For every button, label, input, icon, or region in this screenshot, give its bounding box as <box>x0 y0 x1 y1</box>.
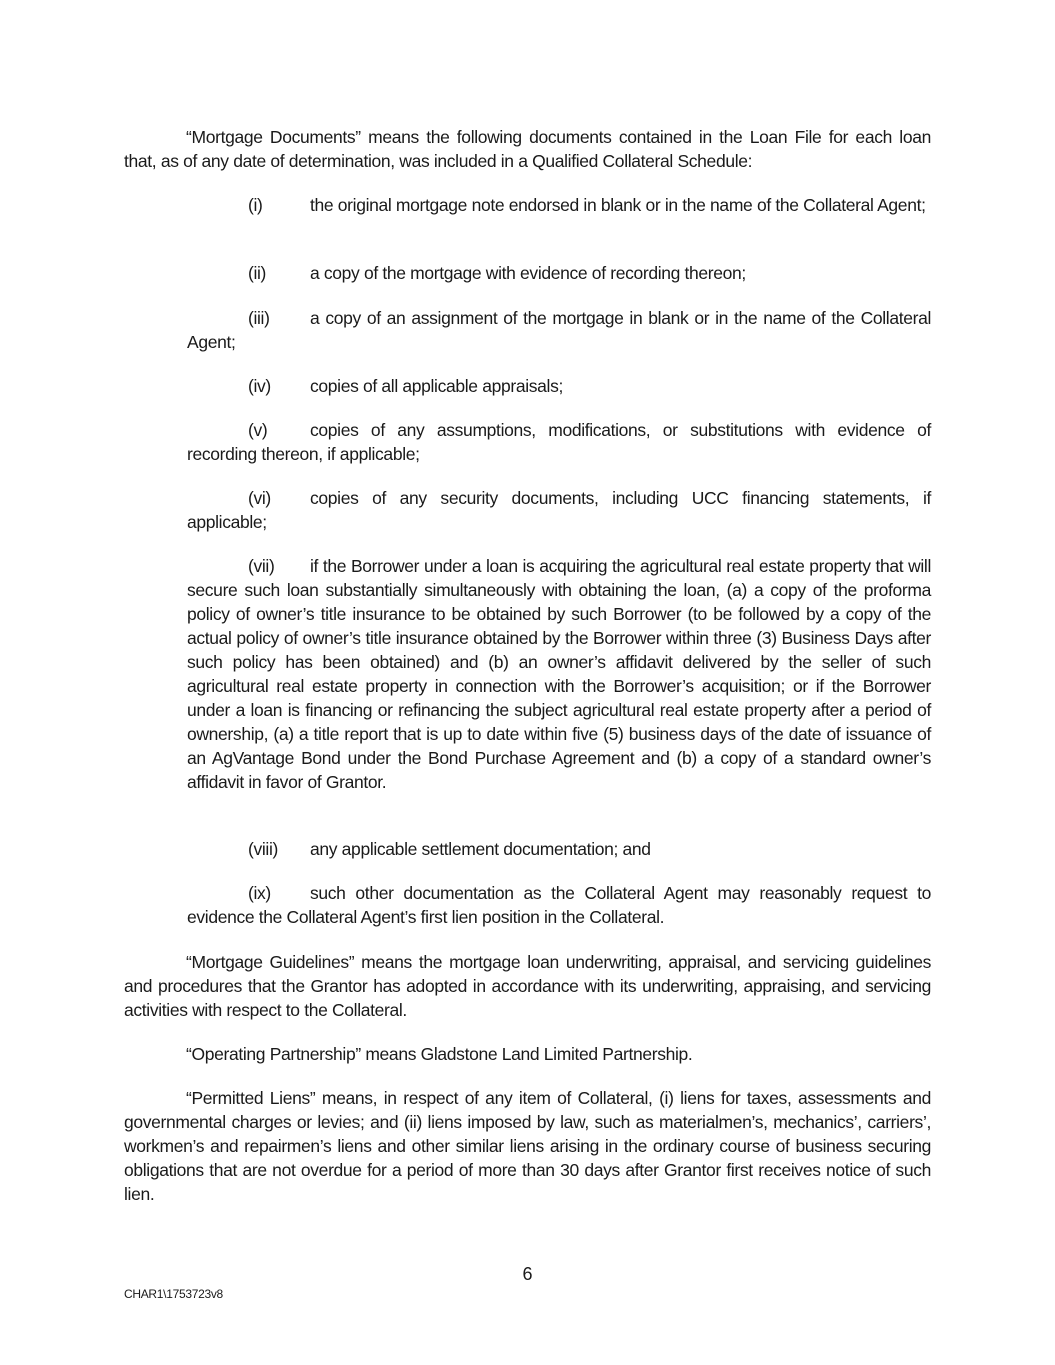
item-number: (vi) <box>248 488 271 508</box>
list-item <box>187 486 931 534</box>
item-text: the original mortgage note endorsed in blank or in the name of the Collateral Agent; <box>310 195 926 215</box>
definition-mortgage-guidelines: “Mortgage Guidelines” means the mortgage loan underwriting, appraisal, and servicing guidelines and procedures that the Grantor has adopted in accordance with its underwriting, appraising, and servicing activities with respect to the Collateral. <box>124 952 931 1020</box>
list-item <box>187 881 931 929</box>
item-number: (v) <box>248 420 268 440</box>
page-number: 6 <box>522 1264 533 1284</box>
item-text: any applicable settlement documentation; and <box>310 839 651 859</box>
item-number: (iii) <box>248 308 270 328</box>
list-item <box>187 374 931 398</box>
list-item <box>187 193 931 217</box>
item-text: such other documentation as the Collateral Agent may reasonably request to evidence the Collateral Agent’s first lien position in the Collateral. <box>187 883 931 927</box>
item-text: a copy of an assignment of the mortgage in blank or in the name of the Collateral Agent; <box>187 308 931 352</box>
item-number: (ii) <box>248 263 267 283</box>
item-text: copies of any security documents, including UCC financing statements, if applicable; <box>187 488 931 532</box>
definition-operating-partnership: “Operating Partnership” means Gladstone Land Limited Partnership. <box>186 1044 693 1064</box>
list-item <box>187 554 931 794</box>
list-item <box>187 418 931 466</box>
item-number: (ix) <box>248 883 271 903</box>
item-text: a copy of the mortgage with evidence of recording thereon; <box>310 263 746 283</box>
item-number: (i) <box>248 195 263 215</box>
item-text: copies of all applicable appraisals; <box>310 376 563 396</box>
item-number: (viii) <box>248 839 278 859</box>
document-footer-id: CHAR1\1753723v8 <box>124 1287 223 1301</box>
list-item <box>187 306 931 354</box>
definition-mortgage-documents: “Mortgage Documents” means the following documents contained in the Loan File for each loan that, as of any date of determination, was included in a Qualified Collateral Schedule: <box>124 127 931 171</box>
item-number: (vii) <box>248 556 275 576</box>
list-item <box>187 261 931 285</box>
list-item <box>187 837 931 861</box>
item-text: if the Borrower under a loan is acquiring the agricultural real estate property that will secure such loan substantially simultaneously with obtaining the loan, (a) a copy of the proforma policy of owner’s title insurance to be obtained by such Borrower (to be followed by a copy of the actual policy of owner’s title insurance obtained by the Borrower within three (3) Business Days after such policy has been obtained) and (b) an owner’s affidavit delivered by the seller of such agricultural real estate property in connection with the Borrower’s acquisition; or if the Borrower under a loan is financing or refinancing the subject agricultural real estate property after a period of ownership, (a) a title report that is up to date within five (5) business days of the date of issuance of an AgVantage Bond under the Bond Purchase Agreement and (b) a copy of a standard owner’s affidavit in favor of Grantor. <box>187 556 931 792</box>
item-number: (iv) <box>248 376 271 396</box>
definition-permitted-liens: “Permitted Liens” means, in respect of any item of Collateral, (i) liens for taxes, assessments and governmental charges or levies; and (ii) liens imposed by law, such as materialmen’s, mechanics’, carriers’, workmen’s and repairmen’s liens and other similar liens arising in the ordinary course of business securing obligations that are not overdue for a period of more than 30 days after Grantor first receives notice of such lien. <box>124 1088 931 1204</box>
item-text: copies of any assumptions, modifications, or substitutions with evidence of recording thereon, if applicable; <box>187 420 931 464</box>
